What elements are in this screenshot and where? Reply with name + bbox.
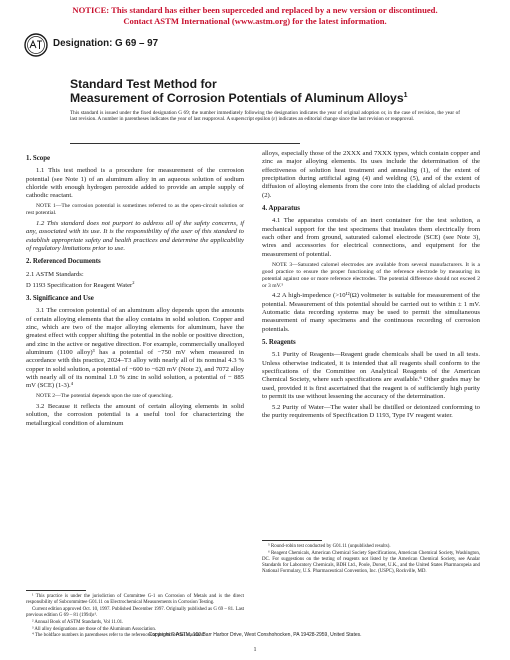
- d1193-reference: [26, 279, 244, 290]
- significance-paragraph-1: 3.1 The corrosion potential of an aluminum alloy depends upon the amounts of certain alloying elements that the alloy contains in solid solution. Copper and zinc, which are two of the major alloying elements for aluminum, have the greatest effect with copper shifting the potential in the noble or positive direction, and zinc in the active or negative direction. For example, commercially unalloyed aluminum (1100 alloy)³ has a potential of −750 mV when measured in accordance with this practice, 2024–T3 alloy with nearly all of its nominal 4.3 % copper in solid solution, a potential of −600 to −620 mV (Note 2), and 7072 alloy with nearly all of its nominal 1.0 % zinc in solid solution, a potential of − 885 mV (SCE) (1-3).⁴: [26, 307, 244, 390]
- supersession-notice: [0, 5, 510, 26]
- left-column: [26, 150, 244, 431]
- d1193-footnote-mark: 2: [132, 279, 135, 285]
- significance-continuation: alloys, especially those of the 2XXX and 7XXX types, which contain copper and zinc as major alloying elements. Its uses include the determination of the effectiveness of solution heat treatment and annealing (1), of the extent of precipitation during artificial aging (4) and welding (5), and of the extent of diffusion of alloying elements from the core into the cladding of alclad products (2).: [262, 150, 480, 199]
- title-line-1: Standard Test Method for: [70, 77, 217, 91]
- footnote: ⁵ Round-robin test conducted by G01.11 (unpublished results).: [268, 544, 391, 549]
- page-number: 1: [253, 647, 257, 653]
- apparatus-heading: 4. Apparatus: [262, 205, 300, 213]
- note-1: NOTE 1—The corrosion potential is sometimes referred to as the open-circuit solution or rest potential.: [26, 203, 244, 217]
- footnote: ³ All alloy designations are those of the Aluminum Association.: [32, 626, 156, 632]
- d1193-text: D 1193 Specification for Reagent Water: [26, 281, 133, 289]
- footnote: ¹ This practice is under the jurisdiction of Committee G-1 on Corrosion of Metals and is the direct responsibility of Subcommittee G01.11 on Electrochemical Measurements in Corrosion Testing.: [26, 594, 244, 605]
- footnote: ⁴ The boldface numbers in parentheses refer to the references at the end of this standard.: [32, 633, 205, 639]
- reagents-paragraph-2: 5.2 Purity of Water—The water shall be distilled or deionized conforming to the purity requirements of Specification D 1193, Type IV reagent water.: [262, 404, 480, 420]
- footnote: ⁶ Reagent Chemicals, American Chemical Society Specifications, American Chemical Society, Washington, DC. For suggestions on the testing of reagents not listed by the American Chemical Society, see Analar Standards for Laboratory Chemicals, BDH Ltd., Poole, Dorset, U.K., and the United States Pharmacopeia and National Formulary, U.S. Pharmaceutical Convention, Inc. (USPC), Rockville, MD.: [262, 550, 480, 574]
- significance-heading: 3. Significance and Use: [26, 294, 94, 302]
- title-line-2: [70, 91, 470, 105]
- astm-logo-icon: [24, 33, 48, 57]
- astm-standards-line: 2.1 ASTM Standards:: [26, 270, 84, 278]
- significance-paragraph-2: 3.2 Because it reflects the amount of certain alloying elements in solid solution, the corrosion potential is a useful tool for characterizing the metallurgical condition of aluminum: [26, 402, 244, 427]
- standard-intro: This standard is issued under the fixed designation G 69; the number immediately following the designation indicates the year of original adoption or, in the case of revision, the year of last revision. A number in parentheses indicates the year of last reapproval. A superscript epsilon (ε) indicates an editorial change since the last revision or reapproval.: [70, 110, 460, 123]
- right-column: [262, 150, 480, 423]
- apparatus-paragraph-1: 4.1 The apparatus consists of an inert container for the test solution, a mechanical support for the test specimens that insulates them electrically from each other and from ground, saturated calomel electrode (SCE) (see Note 3), wires and accessories for electrical connections, and equipment for the measurement of potential.: [262, 217, 480, 258]
- apparatus-paragraph-2: 4.2 A high-impedence (>10¹²(Ω) voltmeter is suitable for measurement of the potential. Measurement of this potential should be carried out to within ± 1 mV. Automatic data recording systems may be used to permit the simultaneous measurement of many specimens and the continuous recording of corrosion potentials.: [262, 292, 480, 333]
- scope-paragraph-2: 1.2 This standard does not purport to address all of the safety concerns, if any, associated with its use. It is the responsibility of the user of this standard to establish appropriate safety and health practices and determine the applicability of regulatory limitations prior to use.: [26, 219, 244, 252]
- note-3: NOTE 3—Saturated calomel electrodes are available from several manufacturers. It is a good practice to ensure the proper functioning of the reference electrode by measuring its potential against one or more reference electrodes. The potential difference should not exceed 2 or 3 mV.⁵: [262, 261, 480, 289]
- notice-line-1: NOTICE: This standard has either been superceded and replaced by a new version or discontinued.: [72, 5, 438, 15]
- referenced-documents-heading: 2. Referenced Documents: [26, 258, 101, 266]
- reagents-heading: 5. Reagents: [262, 339, 296, 347]
- footnote-divider: [262, 540, 322, 541]
- title-line-2-text: Measurement of Corrosion Potentials of Aluminum Alloys: [70, 91, 404, 105]
- footnote: ² Annual Book of ASTM Standards, Vol 11.01.: [32, 619, 124, 625]
- document-title: [70, 77, 470, 105]
- copyright-line: Copyright © ASTM, 100 Barr Harbor Drive, West Conshohocken, PA 19428-2959, United States.: [148, 632, 362, 638]
- reagents-paragraph-1: 5.1 Purity of Reagents—Reagent grade chemicals shall be used in all tests. Unless otherwise indicated, it is intended that all reagents shall conform to the specifications of the Committee on Analytical Reagents of the American Chemical Society, where such specifications are available.⁶ Other grades may be used, provided it is first ascertained that the reagent is of sufficiently high purity to permit its use without lessening the accuracy of the determination.: [262, 351, 480, 401]
- scope-paragraph-1: 1.1 This test method is a procedure for measurement of the corrosion potential (see Note 1) of an aluminum alloy in an aqueous solution of sodium chloride with enough hydrogen peroxide added to provide an ample supply of cathodic reactant.: [26, 167, 244, 200]
- footnotes-right: [262, 536, 480, 576]
- scope-heading: 1. Scope: [26, 155, 51, 162]
- footnote-divider: [26, 590, 86, 591]
- footnote: Current edition approved Oct. 10, 1997. Published December 1997. Originally published as G 69 – 81. Last previous edition G 69 – 81 (1994)ε¹.: [26, 606, 244, 618]
- note-2: NOTE 2—The potential depends upon the rate of quenching.: [36, 393, 173, 400]
- title-divider: [70, 143, 300, 144]
- designation: Designation: G 69 – 97: [53, 38, 159, 49]
- notice-line-2: Contact ASTM International (www.astm.org) for the latest information.: [123, 15, 387, 26]
- title-footnote-mark: 1: [403, 91, 408, 99]
